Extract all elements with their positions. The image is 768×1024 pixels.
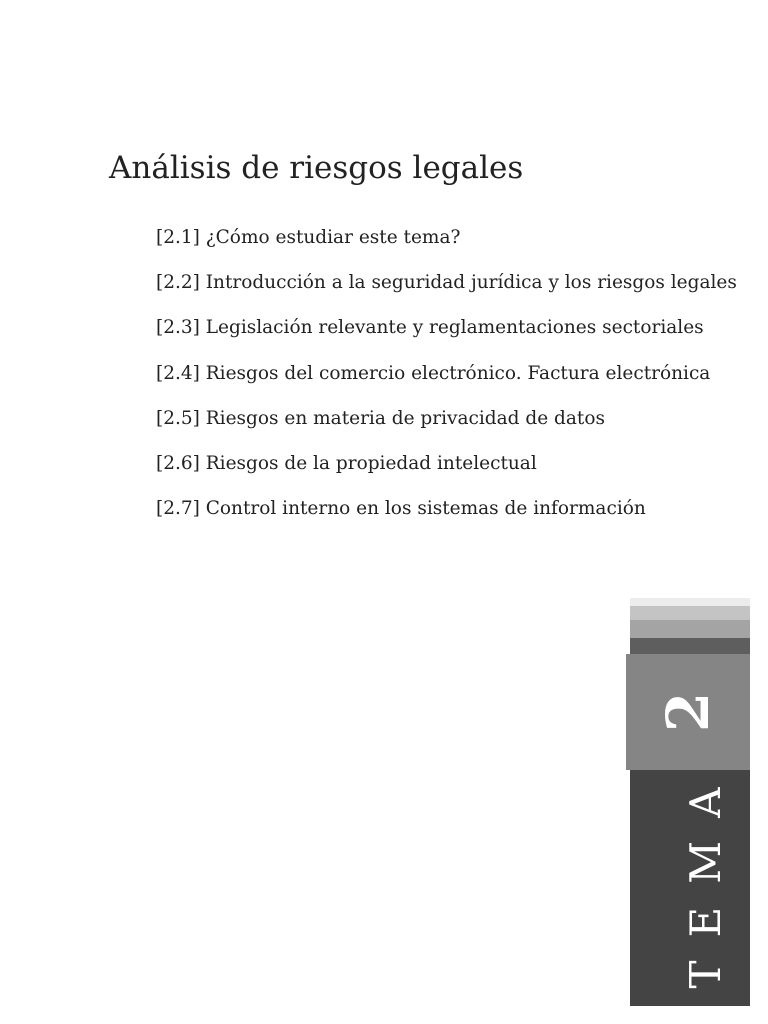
toc-item-2-7: [2.7] Control interno en los sistemas de información [156,498,646,520]
tab-stripe-4 [630,638,750,654]
tab-stripe-1 [630,598,750,606]
chapter-number: 2 [654,691,722,733]
tab-stripe-3 [630,620,750,638]
chapter-label-box [630,764,750,1006]
table-of-contents [156,226,737,542]
page-title: Análisis de riesgos legales [109,150,524,186]
toc-item-2-2: [2.2] Introducción a la seguridad jurídica y los riesgos legales [156,272,737,294]
toc-item-2-4: [2.4] Riesgos del comercio electrónico. Factura electrónica [156,362,711,384]
tab-stripe-2 [630,606,750,620]
toc-item-2-1: [2.1] ¿Cómo estudiar este tema? [156,227,461,248]
toc-item-2-3: [2.3] Legislación relevante y reglamentaciones sectoriales [156,317,704,339]
toc-item-2-5: [2.5] Riesgos en materia de privacidad de datos [156,407,605,429]
chapter-number-box [626,654,750,770]
toc-item-2-6: [2.6] Riesgos de la propiedad intelectual [156,452,537,474]
chapter-label: TEMA [681,764,730,989]
